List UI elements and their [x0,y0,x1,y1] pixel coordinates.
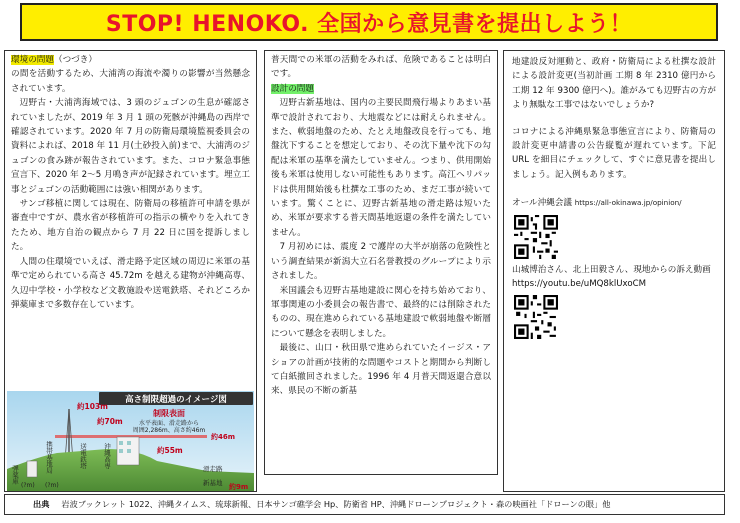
col1-paragraph-1: の間を活動するため、大浦湾の海流や濁りの影響が当然懸念されています。 [11,69,250,94]
environment-heading: 環境の問題 [11,55,54,65]
label-power-pylon: 送電鉄塔 [79,443,87,469]
label-new-base: 新基地 [203,479,223,487]
col2-paragraph-1: 辺野古新基地は、国内の主要民間飛行場よりあまい基準で設計されており、大地震などには耐えられません。また、軟弱地盤のため、たとえ地盤改良を行っても、地盤沈下することを想定しており、その沈下量や沈下の勾配は米軍の基準を満たしていません。つまり、供用開始後も米軍は使用しない可能性もあります。高江ヘリパッドは供用開始後も杜撰な工事のため、まだ工事が続いています。驚くことに、辺野古新基地の滑走路は短いため、米軍が要求する普天間基地返還の条件を満たしていません。 [271,98,491,238]
col1-paragraph-4: 人間の住環境でいえば、滑走路予定区域の周辺に米軍の基準で定められている高さ 45.72m を越える建物が沖縄高専、久辺中学校・小学校など文教施設や送電鉄塔、それどころか弾薬庫まで多数存在しています。 [11,256,250,310]
label-9m: 約9m [229,483,249,491]
label-ammo-height: (?m) [21,482,35,489]
label-103m: 約103m [77,402,108,411]
org-name: オール沖縄会議 [512,198,572,209]
source-label: 出典 [33,499,50,509]
column-2 [264,50,498,475]
col1-paragraph-2: 辺野古・大浦湾海域では、3 頭のジュゴンの生息が確認されていましたが、2019 年 3 月 1 頭の死骸が沖縄島の西岸で確認されています。2020 年 7 月の防衛局環境監視委員会の資料によれば、2018 年 11 月(土砂投入前)まで、大浦湾のジュゴンの食み跡が報告されています。また、コロナ緊急事態宣言下、2020 年 2～5 月鳴き声が記録されています。埋立工事とジュゴンの活動範囲には強い相関があります。 [11,98,250,195]
design-heading: 設計の問題 [271,83,314,94]
diagram-title: 高さ制限超過のイメージ図 [125,395,227,405]
col2-paragraph-3: 米国議会も辺野古基地建設に関心を持ち始めており、軍事関連の小委員会の報告書で、最終的には削除されたものの、現在進められている基地建設で軟弱地盤や断層について懸念を表明しました。 [271,285,491,339]
org-link-row [512,196,716,210]
environment-heading-suffix: （つづき） [53,55,97,65]
qr-code-opinion[interactable] [514,215,558,259]
title-banner [20,3,718,41]
page-title: STOP! HENOKO. 全国から意見書を提出しよう！ [105,11,633,37]
label-ammo-depot: 弾薬庫 [11,465,19,485]
label-55m: 約55m [157,446,183,455]
col2-paragraph-4: 最後に、山口・秋田県で進められていたイージス・アショアの計画が技術的な問題やコストと期間から判断して白紙撤回されました。1996 年 4 月普天間返還合意以来、県民の不断の新基 [271,343,491,397]
label-okinawa-kosen: 沖縄高専 [103,443,111,469]
column-1 [4,50,257,492]
label-cell-height: (?m) [45,482,59,489]
video-url[interactable]: https://youtu.be/uMQ8klUxoCM [512,279,647,290]
qr-code-video[interactable] [514,295,558,339]
limit-title: 制限表面 [153,409,185,418]
design-heading-line [271,82,491,96]
environment-heading-line [11,53,250,67]
col3-paragraph-2: コロナによる沖縄県緊急事態宣言により、防衛局の設計変更申請書の公告縦覧が遅れています。下記 URL を細目にチェックして、すぐに意見書を提出しましょう。記入例もあります。 [512,126,716,180]
limit-desc-2: 周囲2,286m、高さ約46m [132,427,206,434]
limit-desc-1: 水平表面、滑走路から [138,420,200,427]
label-70m: 約70m [97,417,123,426]
height-limit-diagram [7,391,254,491]
label-cell-tower: 携帯基地局 [45,441,53,474]
label-runway: 滑走路 [203,465,223,473]
source-text: 岩波ブックレット 1022、沖縄タイムス、琉球新報、日本サンゴ礁学会 Hp、防衛省 HP、沖縄ドローンプロジェクト・森の映画社「ドローンの眼」他 [61,499,611,509]
col3-paragraph-1: 地建設反対運動と、政府・防衛局による杜撰な設計による設計変更(当初計画 工期 8 年 2310 億円から工期 12 年 9300 億円へ)。誰がみても辺野古の方がより無駄な工事ではないでしょうか? [512,57,716,111]
org-url[interactable]: https://all-okinawa.jp/opinion/ [574,198,682,208]
col2-paragraph-0: 普天間での米軍の活動をみれば、危険であることは明白です。 [271,55,491,80]
col2-paragraph-2: 7 月初めには、震度 2 で護岸の大半が崩落の危険性という調査結果が新潟大立石名誉教授のグループにより示されました。 [271,242,491,282]
column-3 [503,50,725,492]
col1-paragraph-3: サンゴ移植に関しては現在、防衛局の移植許可申請を県が審査中ですが、農水省が移植許可の指示の横やりを入れてきたため、地方自治の観点から 7 月 22 日に国を提訴しました。 [11,199,250,253]
label-46m: 約46m [211,433,236,441]
video-text: 山城博治さん、北上田毅さん、現地からの訴え動画 [512,264,711,275]
source-footer [4,494,725,515]
